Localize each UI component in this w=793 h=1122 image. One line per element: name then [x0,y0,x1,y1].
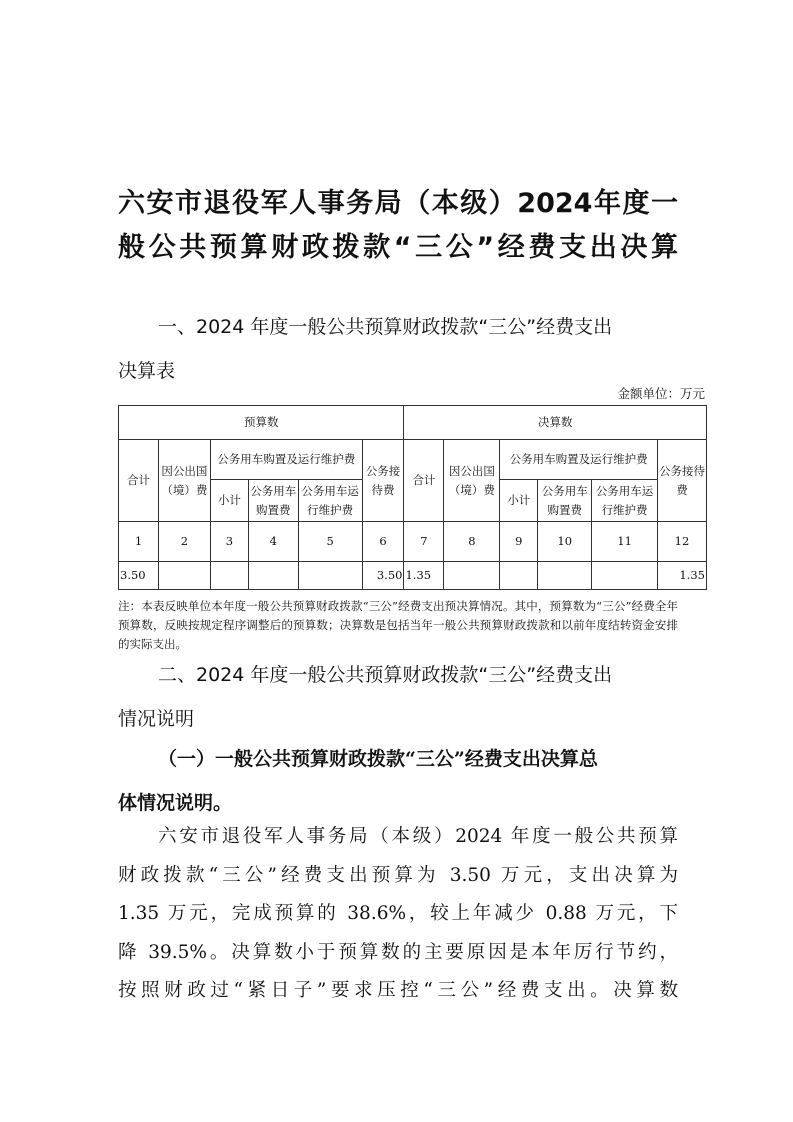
data-cell [298,562,362,590]
col-vehicle-operation-budget: 公务用车运行维护费 [298,480,362,522]
amount-unit-label: 金额单位：万元 [617,386,705,401]
col-subtotal-final: 小计 [500,480,538,522]
subsection-1-heading-line-1: （一）一般公共预算财政拨款“三公”经费支出决算总 [158,748,598,770]
col-vehicle-group-final: 公务用车购置及运行维护费 [500,440,658,480]
col-vehicle-operation-final: 公务用车运行维护费 [592,480,658,522]
body-line-5: 按照财政过“紧日子”要求压控“三公”经费支出。决算数 [118,980,678,1001]
data-cell [592,562,658,590]
data-cell [158,562,210,590]
col-abroad-final: 因公出国（境）费 [444,440,500,522]
section-2-heading [118,653,678,741]
section-1-heading [118,305,678,393]
data-cell-final-reception: 1.35 [657,562,706,590]
col-number: 3 [210,522,248,562]
data-cell [444,562,500,590]
col-total-final: 合计 [404,440,444,522]
subsection-1-heading [118,737,678,825]
col-number: 2 [158,522,210,562]
col-total-budget: 合计 [119,440,159,522]
col-subtotal-budget: 小计 [210,480,248,522]
col-abroad-budget: 因公出国（境）费 [158,440,210,522]
col-number: 6 [362,522,404,562]
col-vehicle-purchase-budget: 公务用车购置费 [248,480,298,522]
body-paragraph [118,818,678,1011]
data-cell-budget-reception: 3.50 [362,562,404,590]
body-line-3: 1.35 万元，完成预算的 38.6%，较上年减少 0.88 万元，下 [118,903,678,924]
table-note: 注：本表反映单位本年度一般公共预算财政拨款“三公”经费支出预决算情况。其中，预算数为“三公”经费全年预算数，反映按规定程序调整后的预算数；决算数是包括当年一般公共预算财政拨款和以前年度结转资金安排的实际支出。 [118,599,678,651]
section-2-heading-line-1: 二、2024 年度一般公共预算财政拨款“三公”经费支出 [158,664,613,686]
col-vehicle-group-budget: 公务用车购置及运行维护费 [210,440,362,480]
budget-header: 预算数 [119,406,404,440]
body-line-1: 六安市退役军人事务局（本级）2024 年度一般公共预算 [158,826,678,847]
col-number: 8 [444,522,500,562]
col-number: 11 [592,522,658,562]
col-reception-budget: 公务接待费 [362,440,404,522]
col-number: 4 [248,522,298,562]
section-1-heading-line-1: 一、2024 年度一般公共预算财政拨款“三公”经费支出 [158,316,613,338]
data-cell [248,562,298,590]
data-cell [500,562,538,590]
data-cell [538,562,592,590]
col-number: 5 [298,522,362,562]
data-cell [210,562,248,590]
page-title-line-1: 六安市退役军人事务局（本级）2024年度一 [118,188,678,219]
body-line-4: 降 39.5%。决算数小于预算数的主要原因是本年厉行节约， [118,941,678,963]
col-reception-final: 公务接待费 [657,440,706,522]
col-number: 12 [657,522,706,562]
body-line-2: 财政拨款“三公”经费支出预算为 3.50 万元，支出决算为 [118,864,678,886]
col-number: 7 [404,522,444,562]
col-number: 9 [500,522,538,562]
col-number: 10 [538,522,592,562]
section-2-heading-line-2: 情况说明 [118,708,195,730]
final-header: 决算数 [404,406,707,440]
subsection-1-heading-line-2: 体情况说明。 [118,792,233,814]
col-number: 1 [119,522,159,562]
section-1-heading-line-2: 决算表 [118,360,176,382]
page-title-line-2: 般公共预算财政拨款“三公”经费支出决算 [118,232,678,263]
three-public-expenses-table [118,405,707,590]
page-title [118,182,678,270]
col-vehicle-purchase-final: 公务用车购置费 [538,480,592,522]
data-cell-budget-total: 3.50 [119,562,159,590]
data-cell-final-total: 1.35 [404,562,444,590]
